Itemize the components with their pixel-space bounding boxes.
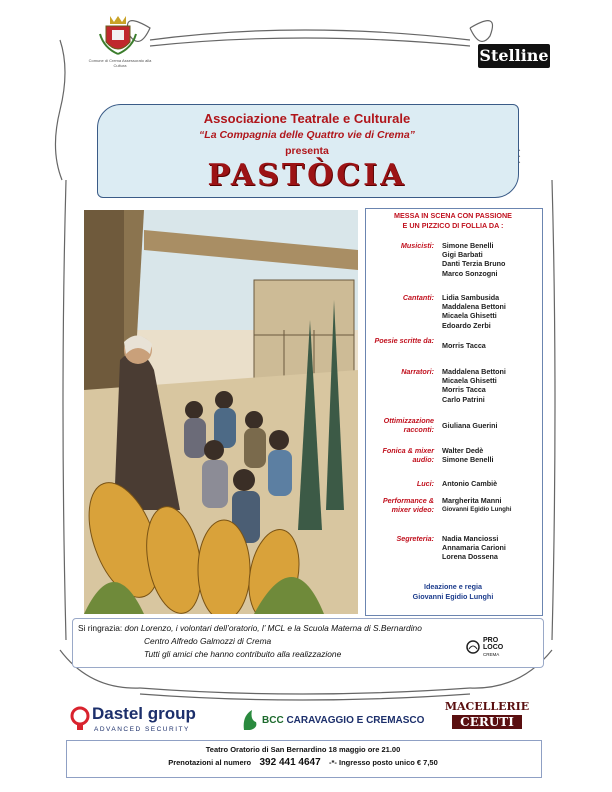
macel-line2: CERUTI (452, 715, 522, 729)
association-title: Associazione Teatrale e Culturale (203, 111, 411, 126)
dastel-icon (70, 706, 90, 730)
credit-label: Fonica & mixer audio: (382, 446, 434, 465)
crema-coat-of-arms-icon (98, 14, 138, 58)
credit-name: Lorena Dossena (442, 552, 498, 562)
credit-name: Micaela Ghisetti (442, 376, 497, 386)
bcc-text (262, 715, 424, 726)
dastel-tagline: ADVANCED SECURITY (94, 726, 190, 733)
stelline-logo (478, 44, 550, 68)
ticket-price: -*- Ingresso posto unico € 7,50 (329, 758, 438, 767)
credit-name: Giovanni Egidio Lunghi (442, 506, 512, 514)
macellerie-logo (426, 700, 548, 740)
credit-name: Gigi Barbati (442, 250, 483, 260)
presenta-label: presenta (285, 145, 329, 157)
credit-label: Narratori: (401, 367, 434, 376)
show-title: PASTÒCIA (207, 158, 407, 193)
dastel-name: Dastel group (92, 704, 196, 723)
credit-label: Cantanti: (402, 293, 434, 302)
credit-name: Micaela Ghisetti (442, 311, 497, 321)
pro-loco-logo (466, 634, 522, 660)
credit-label: Ottimizzazione racconti: (383, 416, 434, 435)
bcc-name: CARAVAGGIO E CREMASCO (286, 715, 425, 726)
credit-name: Maddalena Bettoni (442, 367, 506, 376)
bcc-icon (242, 708, 260, 732)
credit-label: Luci: (416, 479, 434, 488)
thanks-line3: Tutti gli amici che hanno contribuito alla realizzazione (144, 649, 342, 659)
credit-name: Maddalena Bettoni (442, 302, 506, 312)
credit-label: Musicisti: (400, 241, 434, 250)
credits-intro-line2: E UN PIZZICO DI FOLLIA DA : (402, 221, 504, 230)
thanks-text1: don Lorenzo, i volontari dell’oratorio, l’ MCL e la Scuola Materna di S.Bernardino (124, 623, 422, 633)
dastel-logo (70, 702, 200, 738)
credit-name: Danti Terzia Bruno (442, 259, 506, 269)
crest-caption: Comune di Crema Assessorato alla Cultura (88, 58, 152, 68)
credit-name: Morris Tacca (442, 385, 486, 395)
credits-intro (368, 211, 538, 231)
pro-loco-text2: LOCO (483, 643, 504, 651)
pro-loco-icon (466, 640, 480, 654)
pro-loco-text3: CREMA (483, 651, 500, 657)
credit-name: Morris Tacca (442, 341, 486, 350)
credit-name: Edoardo Zerbi (442, 320, 491, 330)
credit-name: Simone Benelli (442, 455, 494, 465)
credit-name: Marco Sonzogni (442, 268, 498, 278)
idea-label: Ideazione e regia (424, 582, 482, 591)
thanks-line2: Centro Alfredo Galmozzi di Crema (144, 636, 272, 646)
thanks-prefix: Si ringrazia: (78, 623, 123, 633)
credit-name: Carlo Patrini (442, 394, 485, 404)
booking-line (66, 757, 540, 768)
pro-loco-text1: PRO (483, 636, 499, 644)
credit-label: Poesie scritte da: (374, 336, 434, 345)
credit-label: Segreteria: (396, 534, 434, 543)
credit-name: Annamaria Carioni (442, 543, 506, 553)
company-name: “La Compagnia delle Quattro vie di Crema” (199, 129, 415, 141)
bcc-abbr: BCC (262, 715, 284, 726)
credit-name: Simone Benelli (442, 241, 494, 250)
credit-label: Performance & mixer video: (382, 496, 434, 515)
idea-block (368, 582, 538, 602)
credits-intro-line1: MESSA IN SCENA CON PASSIONE (394, 211, 512, 220)
credit-name: Giuliana Guerini (442, 421, 498, 430)
credit-name: Walter Dedè (442, 446, 484, 455)
credit-name: Margherita Manni (442, 496, 502, 505)
venue-line: Teatro Oratorio di San Bernardino 18 maggio ore 21.00 (205, 745, 401, 754)
credit-name: Nadia Manciossi (442, 534, 499, 543)
credit-name: Lidia Sambusida (442, 293, 500, 302)
booking-label: Prenotazioni al numero (168, 758, 252, 767)
macel-line1: MACELLERIE (444, 700, 530, 713)
thanks-line1 (78, 623, 518, 633)
idea-name: Giovanni Egidio Lunghi (412, 592, 494, 601)
booking-phone: 392 441 4647 (259, 757, 321, 768)
illustration-image (84, 210, 358, 614)
stelline-logo-text: Stelline (479, 46, 549, 65)
credit-name: Antonio Cambiè (442, 479, 498, 488)
